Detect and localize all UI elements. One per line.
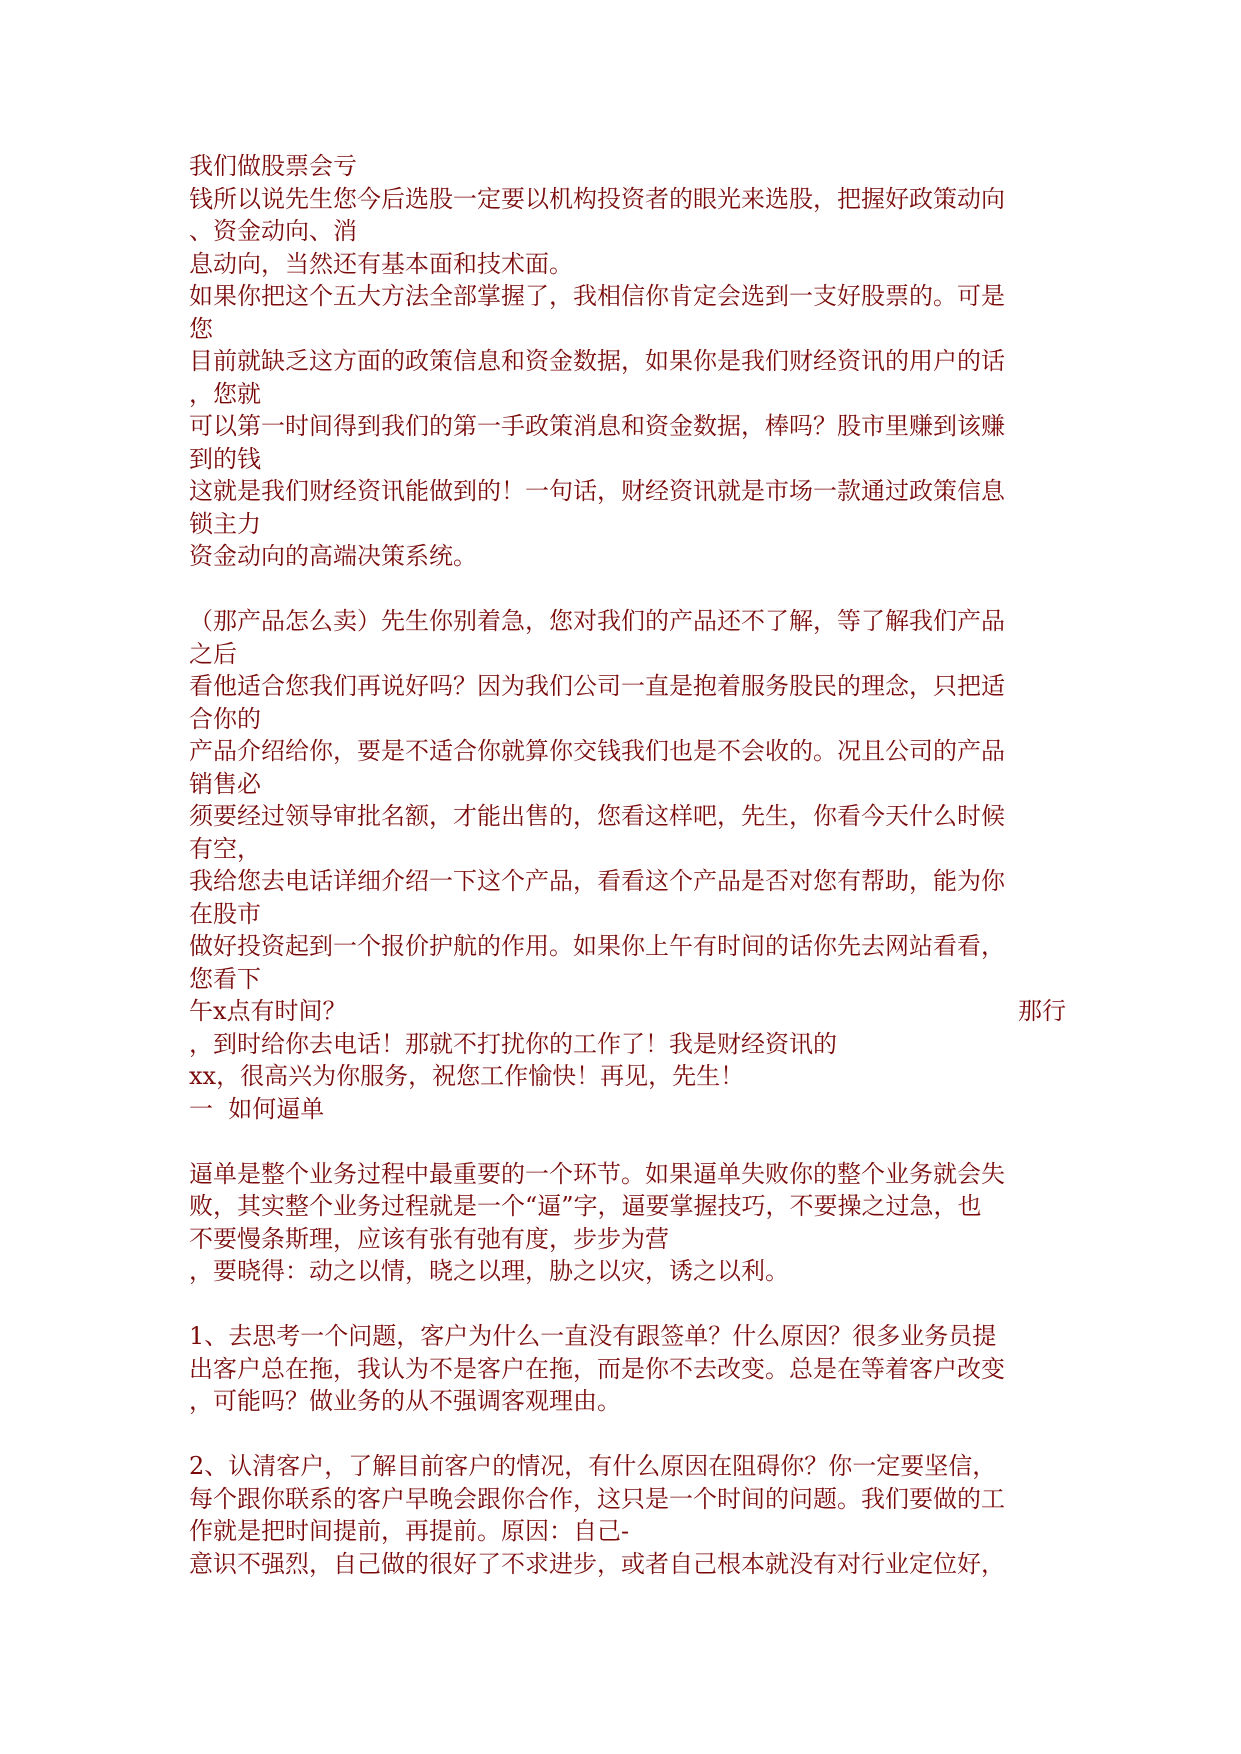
text-line: 意识不强烈，自己做的很好了不求进步，或者自己根本就没有对行业定位好， bbox=[189, 1549, 1005, 1578]
text-line: 我们做股票会亏 bbox=[189, 152, 357, 180]
text-line: 息动向，当然还有基本面和技术面。 bbox=[189, 249, 573, 278]
text-line: 败，其实整个业务过程就是一个“逼”字，逼要掌握技巧，不要操之过急，也 bbox=[189, 1192, 982, 1220]
text-line: 可以第一时间得到我们的第一手政策消息和资金数据，棒吗？股市里赚到该赚 bbox=[189, 412, 1005, 440]
text-line: 须要经过领导审批名额，才能出售的，您看这样吧，先生，你看今天什么时候 bbox=[189, 802, 1005, 830]
text-line: 您看下 bbox=[189, 964, 261, 993]
text-line: 看他适合您我们再说好吗？因为我们公司一直是抱着服务股民的理念，只把适 bbox=[189, 672, 1005, 700]
text-line: 销售必 bbox=[189, 769, 261, 798]
text-line: 每个跟你联系的客户早晚会跟你合作，这只是一个时间的问题。我们要做的工 bbox=[189, 1484, 1005, 1513]
blank-line bbox=[189, 1418, 1069, 1451]
text-line: ，可能吗？做业务的从不强调客观理由。 bbox=[189, 1387, 621, 1415]
text-line: 一 如何逼单 bbox=[189, 1094, 325, 1123]
text-line: 2、认清客户，了解目前客户的情况，有什么原因在阻碍你？你一定要坚信， bbox=[189, 1452, 997, 1480]
text-line: 出客户总在拖，我认为不是客户在拖，而是你不去改变。总是在等着客户改变 bbox=[189, 1354, 1005, 1383]
text-line: 如果你把这个五大方法全部掌握了，我相信你肯定会选到一支好股票的。可是 bbox=[189, 282, 1005, 310]
text-line: 目前就缺乏这方面的政策信息和资金数据，如果你是我们财经资讯的用户的话 bbox=[189, 347, 1005, 375]
text-line: 到的钱 bbox=[189, 444, 261, 473]
text-line: 合你的 bbox=[189, 704, 261, 733]
text-line: 在股市 bbox=[189, 899, 261, 928]
text-line: 资金动向的高端决策系统。 bbox=[189, 542, 477, 570]
text-line: 不要慢条斯理，应该有张有弛有度，步步为营 bbox=[189, 1224, 669, 1253]
document-body bbox=[189, 150, 1069, 1580]
blank-line bbox=[189, 1125, 1069, 1158]
text-line: 之后 bbox=[189, 639, 237, 668]
text-line: ，要晓得：动之以情，晓之以理，胁之以灾，诱之以利。 bbox=[189, 1257, 789, 1285]
text-line: 产品介绍给你，要是不适合你就算你交钱我们也是不会收的。况且公司的产品 bbox=[189, 737, 1005, 765]
text-line: 有空， bbox=[189, 834, 261, 863]
split-line-left-text: 午x点有时间？ bbox=[189, 997, 347, 1025]
text-line: ，到时给你去电话！那就不打扰你的工作了！我是财经资讯的 bbox=[189, 1029, 837, 1058]
text-line: xx，很高兴为你服务，祝您工作愉快！再见，先生！ bbox=[189, 1062, 745, 1090]
text-line: 作就是把时间提前，再提前。原因：自己- bbox=[189, 1517, 630, 1545]
blank-line bbox=[189, 1288, 1069, 1321]
text-line: 锁主力 bbox=[189, 509, 261, 538]
text-line: 逼单是整个业务过程中最重要的一个环节。如果逼单失败你的整个业务就会失 bbox=[189, 1159, 1005, 1188]
split-line-right-text: 那行 bbox=[1018, 997, 1066, 1025]
text-line: 我给您去电话详细介绍一下这个产品，看看这个产品是否对您有帮助，能为你 bbox=[189, 867, 1005, 895]
blank-line bbox=[189, 573, 1069, 606]
text-line: （那产品怎么卖）先生你别着急，您对我们的产品还不了解，等了解我们产品 bbox=[189, 607, 1005, 635]
text-line: 钱所以说先生您今后选股一定要以机构投资者的眼光来选股，把握好政策动向 bbox=[189, 184, 1005, 213]
text-line: 您 bbox=[189, 314, 213, 343]
text-line: 1、去思考一个问题，客户为什么一直没有跟签单？什么原因？很多业务员提 bbox=[189, 1322, 997, 1350]
text-line: 、资金动向、消 bbox=[189, 217, 357, 245]
text-line: 做好投资起到一个报价护航的作用。如果你上午有时间的话你先去网站看看， bbox=[189, 932, 1005, 960]
text-line: 这就是我们财经资讯能做到的！一句话，财经资讯就是市场一款通过政策信息 bbox=[189, 477, 1005, 505]
text-line-split bbox=[189, 995, 1069, 1028]
text-line: ，您就 bbox=[189, 379, 261, 408]
